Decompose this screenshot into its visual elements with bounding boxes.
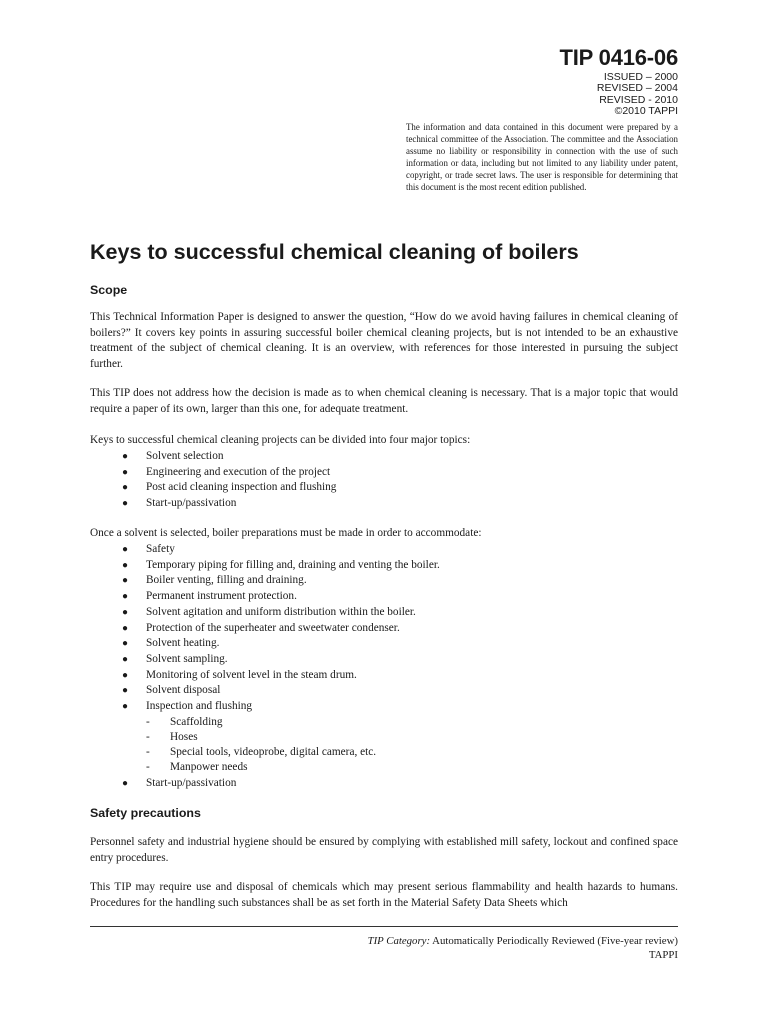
bullet-icon: ● xyxy=(122,653,129,665)
safety-paragraph: This TIP may require use and disposal of chemicals which may present serious flammability and health hazards to humans. Procedures for the handling such substances shall be as set forth in the Material Safety Data Sheets which xyxy=(90,881,678,909)
footer-org: TAPPI xyxy=(648,949,678,961)
scope-paragraph: Keys to successful chemical cleaning projects can be divided into four major topics: xyxy=(90,434,471,446)
category-value: Automatically Periodically Reviewed (Five-year review) xyxy=(432,935,678,947)
list-item: ● Solvent heating. xyxy=(0,636,600,652)
copyright-line: ©2010 TAPPI xyxy=(614,104,678,117)
list-item: ● Start-up/passivation xyxy=(0,776,600,792)
revised-line: REVISED – 2004 xyxy=(596,82,678,95)
safety-paragraph: Personnel safety and industrial hygiene should be ensured by complying with established mill safety, lockout and confined space entry procedures. xyxy=(90,836,678,864)
list-item: ● Solvent sampling. xyxy=(0,652,600,668)
list-item: ● Solvent disposal xyxy=(0,683,600,699)
sublist-item: - Special tools, videoprobe, digital camera, etc. xyxy=(0,745,600,760)
issued-line: ISSUED – 2000 xyxy=(603,71,678,83)
dash-icon: - xyxy=(146,746,150,759)
bullet-icon: ● xyxy=(122,451,129,462)
footer-divider xyxy=(90,926,678,927)
topics-list xyxy=(0,449,600,512)
scope-paragraph: This TIP does not address how the decision is made as to when chemical cleaning is necessary. That is a major topic that would require a paper of its own, larger than this one, for adequate treatment. xyxy=(90,387,678,415)
scope-paragraph: This Technical Information Paper is designed to answer the question, “How do we avoid having failures in chemical cleaning of boilers?” It covers key points in assuring successful boiler chemical cleaning projects, but is not intended to be an exhaustive treatment of the subject of chemical cleaning. It is an overview, with references for those interested in pursuing the subject further. xyxy=(90,311,678,370)
dash-icon: - xyxy=(146,716,150,728)
list-item: ● Post acid cleaning inspection and flushing xyxy=(0,480,600,496)
list-item: ● Solvent agitation and uniform distribution within the boiler. xyxy=(0,605,600,621)
list-item: ● Start-up/passivation xyxy=(0,496,600,512)
preparations-list-end xyxy=(0,776,600,792)
bullet-icon: ● xyxy=(122,701,129,713)
list-item: ● Permanent instrument protection. xyxy=(0,589,600,605)
safety-heading: Safety precautions xyxy=(90,806,201,820)
tip-category xyxy=(368,935,678,949)
list-item: ● Temporary piping for filling and, draining and venting the boiler. xyxy=(0,558,600,574)
inspection-sublist xyxy=(0,715,600,775)
list-item: ● Solvent selection xyxy=(0,449,600,465)
bullet-icon: ● xyxy=(122,622,129,634)
bullet-icon: ● xyxy=(122,591,129,603)
revision-info xyxy=(597,72,678,117)
bullet-icon: ● xyxy=(122,778,129,789)
revised-line: REVISED - 2010 xyxy=(599,93,678,106)
list-item: ● Monitoring of solvent level in the steam drum. xyxy=(0,668,600,684)
sublist-item: - Hoses xyxy=(0,730,600,745)
tip-number: TIP 0416-06 xyxy=(559,45,678,70)
dash-icon: - xyxy=(146,731,150,744)
category-label: TIP Category: xyxy=(367,935,431,947)
bullet-icon: ● xyxy=(122,575,129,587)
disclaimer: The information and data contained in this document were prepared by a technical committee of the Association. The committee and the Association assume no liability or responsibility in connection with the use of such information or data, including but not limited to any liability under patent, copyright, or trade secret laws. The user is responsible for determining that this document is the most recent edition published. xyxy=(406,122,678,193)
bullet-icon: ● xyxy=(122,606,129,618)
bullet-icon: ● xyxy=(122,482,129,494)
list-item: ● Engineering and execution of the project xyxy=(0,465,600,481)
bullet-icon: ● xyxy=(122,498,129,510)
bullet-icon: ● xyxy=(122,466,129,478)
list-item: ● Protection of the superheater and sweetwater condenser. xyxy=(0,621,600,637)
list-item: ● Inspection and flushing xyxy=(0,699,600,715)
scope-heading: Scope xyxy=(90,283,128,297)
sublist-item: - Scaffolding xyxy=(0,715,600,730)
bullet-icon: ● xyxy=(122,544,129,555)
bullet-icon: ● xyxy=(122,685,129,697)
dash-icon: - xyxy=(146,761,150,774)
sublist-item: - Manpower needs xyxy=(0,760,600,775)
bullet-icon: ● xyxy=(122,559,129,571)
scope-paragraph: Once a solvent is selected, boiler preparations must be made in order to accommodate: xyxy=(90,527,482,539)
bullet-icon: ● xyxy=(122,669,129,681)
preparations-list xyxy=(0,542,600,715)
list-item: ● Safety xyxy=(0,542,600,558)
bullet-icon: ● xyxy=(122,638,129,650)
list-item: ● Boiler venting, filling and draining. xyxy=(0,573,600,589)
document-title: Keys to successful chemical cleaning of boilers xyxy=(90,240,579,264)
